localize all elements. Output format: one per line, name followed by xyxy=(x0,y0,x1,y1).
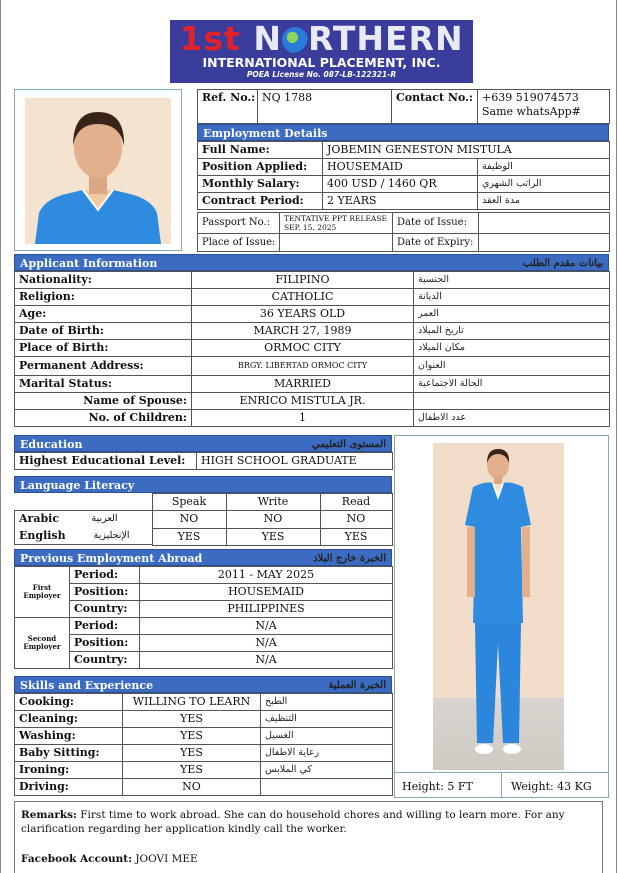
nationality-label: Nationality: xyxy=(15,272,192,289)
arabic-speak: NO xyxy=(152,511,226,529)
babysitting-label: Baby Sitting: xyxy=(15,745,123,762)
contact-note: Same whatsApp# xyxy=(482,105,581,118)
religion-value: CATHOLIC xyxy=(192,289,414,306)
pob-value: ORMOC CITY xyxy=(192,340,414,357)
ironing-value: YES xyxy=(123,762,261,779)
expiry-label: Date of Expiry: xyxy=(393,234,479,252)
facebook-value: JOOVI MEE xyxy=(135,853,198,865)
dob-arabic: تاريخ الميلاد xyxy=(414,323,610,340)
washing-label: Washing: xyxy=(15,728,123,745)
remarks-box xyxy=(14,801,603,873)
arabic-label: Arabic xyxy=(19,512,60,525)
headshot-frame xyxy=(14,89,182,251)
cleaning-label: Cleaning: xyxy=(15,711,123,728)
second-period-value: N/A xyxy=(140,618,393,635)
first-country-label: Country: xyxy=(70,601,140,618)
applicant-header: Applicant Information بيانات مقدم الطلب xyxy=(14,254,609,271)
cleaning-value: YES xyxy=(123,711,261,728)
arabic-write: NO xyxy=(226,511,320,529)
ref-value: NQ 1788 xyxy=(258,90,392,124)
previous-employment-section xyxy=(14,549,392,669)
marital-label: Marital Status: xyxy=(15,376,192,393)
education-value: HIGH SCHOOL GRADUATE xyxy=(197,453,393,470)
employment-section xyxy=(197,124,609,252)
reference-table xyxy=(197,89,609,124)
english-write: YES xyxy=(226,528,320,545)
address-value: BRGY. LIBERTAD ORMOC CITY xyxy=(192,357,414,376)
full-name-value: JOBEMIN GENESTON MISTULA xyxy=(323,142,610,159)
nationality-arabic: الجنسية xyxy=(414,272,610,289)
ironing-label: Ironing: xyxy=(15,762,123,779)
read-col: Read xyxy=(320,494,392,511)
contact-value: +639 519074573 xyxy=(482,91,579,104)
education-header: Education المستوى التعليمي xyxy=(14,435,392,452)
second-country-label: Country: xyxy=(70,652,140,669)
contact-label: Contact No.: xyxy=(392,90,478,124)
contract-value: 2 YEARS xyxy=(323,193,478,210)
english-speak: YES xyxy=(152,528,226,545)
children-label: No. of Children: xyxy=(15,410,192,427)
ref-label: Ref. No.: xyxy=(198,90,258,124)
address-arabic: العنوان xyxy=(414,357,610,376)
cleaning-arabic: التنظيف xyxy=(261,711,393,728)
second-position-label: Position: xyxy=(70,635,140,652)
age-label: Age: xyxy=(15,306,192,323)
position-arabic: الوظيفة xyxy=(478,159,610,176)
headshot-photo xyxy=(25,98,171,244)
children-value: 1 xyxy=(192,410,414,427)
measures-row xyxy=(395,772,608,798)
dob-label: Date of Birth: xyxy=(15,323,192,340)
issue-place-value xyxy=(280,234,393,252)
dob-value: MARCH 27, 1989 xyxy=(192,323,414,340)
marital-arabic: الحالة الاجتماعية xyxy=(414,376,610,393)
full-name-label: Full Name: xyxy=(198,142,323,159)
skills-section xyxy=(14,676,392,796)
religion-label: Religion: xyxy=(15,289,192,306)
arabic-label-ar: العربية xyxy=(91,513,118,524)
second-position-value: N/A xyxy=(140,635,393,652)
first-position-label: Position: xyxy=(70,584,140,601)
contract-arabic: مدة العقد xyxy=(478,193,610,210)
babysitting-value: YES xyxy=(123,745,261,762)
position-label: Position Applied: xyxy=(198,159,323,176)
pob-label: Place of Birth: xyxy=(15,340,192,357)
children-arabic: عدد الاطفال xyxy=(414,410,610,427)
arabic-read: NO xyxy=(320,511,392,529)
driving-value: NO xyxy=(123,779,261,796)
marital-value: MARRIED xyxy=(192,376,414,393)
address-label: Permanent Address: xyxy=(15,357,192,376)
height-value: Height: 5 FT xyxy=(395,773,502,798)
ironing-arabic: كي الملابس xyxy=(261,762,393,779)
washing-arabic: الغسيل xyxy=(261,728,393,745)
applicant-section xyxy=(14,254,609,427)
remarks-label: Remarks: xyxy=(21,809,77,821)
spouse-label: Name of Spouse: xyxy=(15,393,192,410)
skills-header: Skills and Experience الخبرة العملية xyxy=(14,676,392,693)
age-arabic: العمر xyxy=(414,306,610,323)
babysitting-arabic: رعاية الاطفال xyxy=(261,745,393,762)
education-label: Highest Educational Level: xyxy=(15,453,197,470)
driving-arabic xyxy=(261,779,393,796)
write-col: Write xyxy=(226,494,320,511)
passport-label: Passport No.: xyxy=(198,213,280,234)
remarks-text: First time to work abroad. She can do household chores and willing to learn more. For any clarification regarding her application kindly call the worker. xyxy=(21,809,565,835)
issue-date-value xyxy=(479,213,610,234)
position-value: HOUSEMAID xyxy=(323,159,478,176)
first-period-value: 2011 - MAY 2025 xyxy=(140,567,393,584)
age-value: 36 YEARS OLD xyxy=(192,306,414,323)
language-section xyxy=(14,476,392,546)
spouse-value: ENRICO MISTULA JR. xyxy=(192,393,414,410)
education-section xyxy=(14,435,392,470)
second-period-label: Period: xyxy=(70,618,140,635)
globe-icon xyxy=(282,27,308,53)
cooking-arabic: الطبخ xyxy=(261,694,393,711)
company-logo: 1st N RTHERN INTERNATIONAL PLACEMENT, INC. POEA License No. 087-LB-122321-R xyxy=(170,20,473,83)
weight-value: Weight: 43 KG xyxy=(511,780,592,793)
contract-label: Contract Period: xyxy=(198,193,323,210)
expiry-value xyxy=(479,234,610,252)
second-country-value: N/A xyxy=(140,652,393,669)
first-position-value: HOUSEMAID xyxy=(140,584,393,601)
salary-arabic: الراتب الشهري xyxy=(478,176,610,193)
cooking-label: Cooking: xyxy=(15,694,123,711)
first-period-label: Period: xyxy=(70,567,140,584)
pob-arabic: مكان الميلاد xyxy=(414,340,610,357)
first-employer-label: First Employer xyxy=(15,567,70,618)
washing-value: YES xyxy=(123,728,261,745)
employment-header: Employment Details xyxy=(197,124,609,141)
issue-place-label: Place of Issue: xyxy=(198,234,280,252)
facebook-label: Facebook Account: xyxy=(21,853,132,865)
cooking-value: WILLING TO LEARN xyxy=(123,694,261,711)
first-country-value: PHILIPPINES xyxy=(140,601,393,618)
language-header: Language Literacy xyxy=(14,476,392,493)
previous-header: Previous Employment Abroad الخبرة خارج البلاد xyxy=(14,549,392,566)
salary-value: 400 USD / 1460 QR xyxy=(323,176,478,193)
english-read: YES xyxy=(320,528,392,545)
issue-date-label: Date of Issue: xyxy=(393,213,479,234)
second-employer-label: Second Employer xyxy=(15,618,70,669)
driving-label: Driving: xyxy=(15,779,123,796)
salary-label: Monthly Salary: xyxy=(198,176,323,193)
fullbody-frame xyxy=(394,435,609,798)
spouse-arabic xyxy=(414,393,610,410)
fullbody-photo xyxy=(433,443,564,770)
english-label-ar: الإنجليزية xyxy=(93,530,130,541)
english-label: English xyxy=(19,529,66,542)
nationality-value: FILIPINO xyxy=(192,272,414,289)
passport-value: TENTATIVE PPT RELEASE SEP. 15, 2025 xyxy=(280,213,393,234)
religion-arabic: الديانة xyxy=(414,289,610,306)
speak-col: Speak xyxy=(152,494,226,511)
